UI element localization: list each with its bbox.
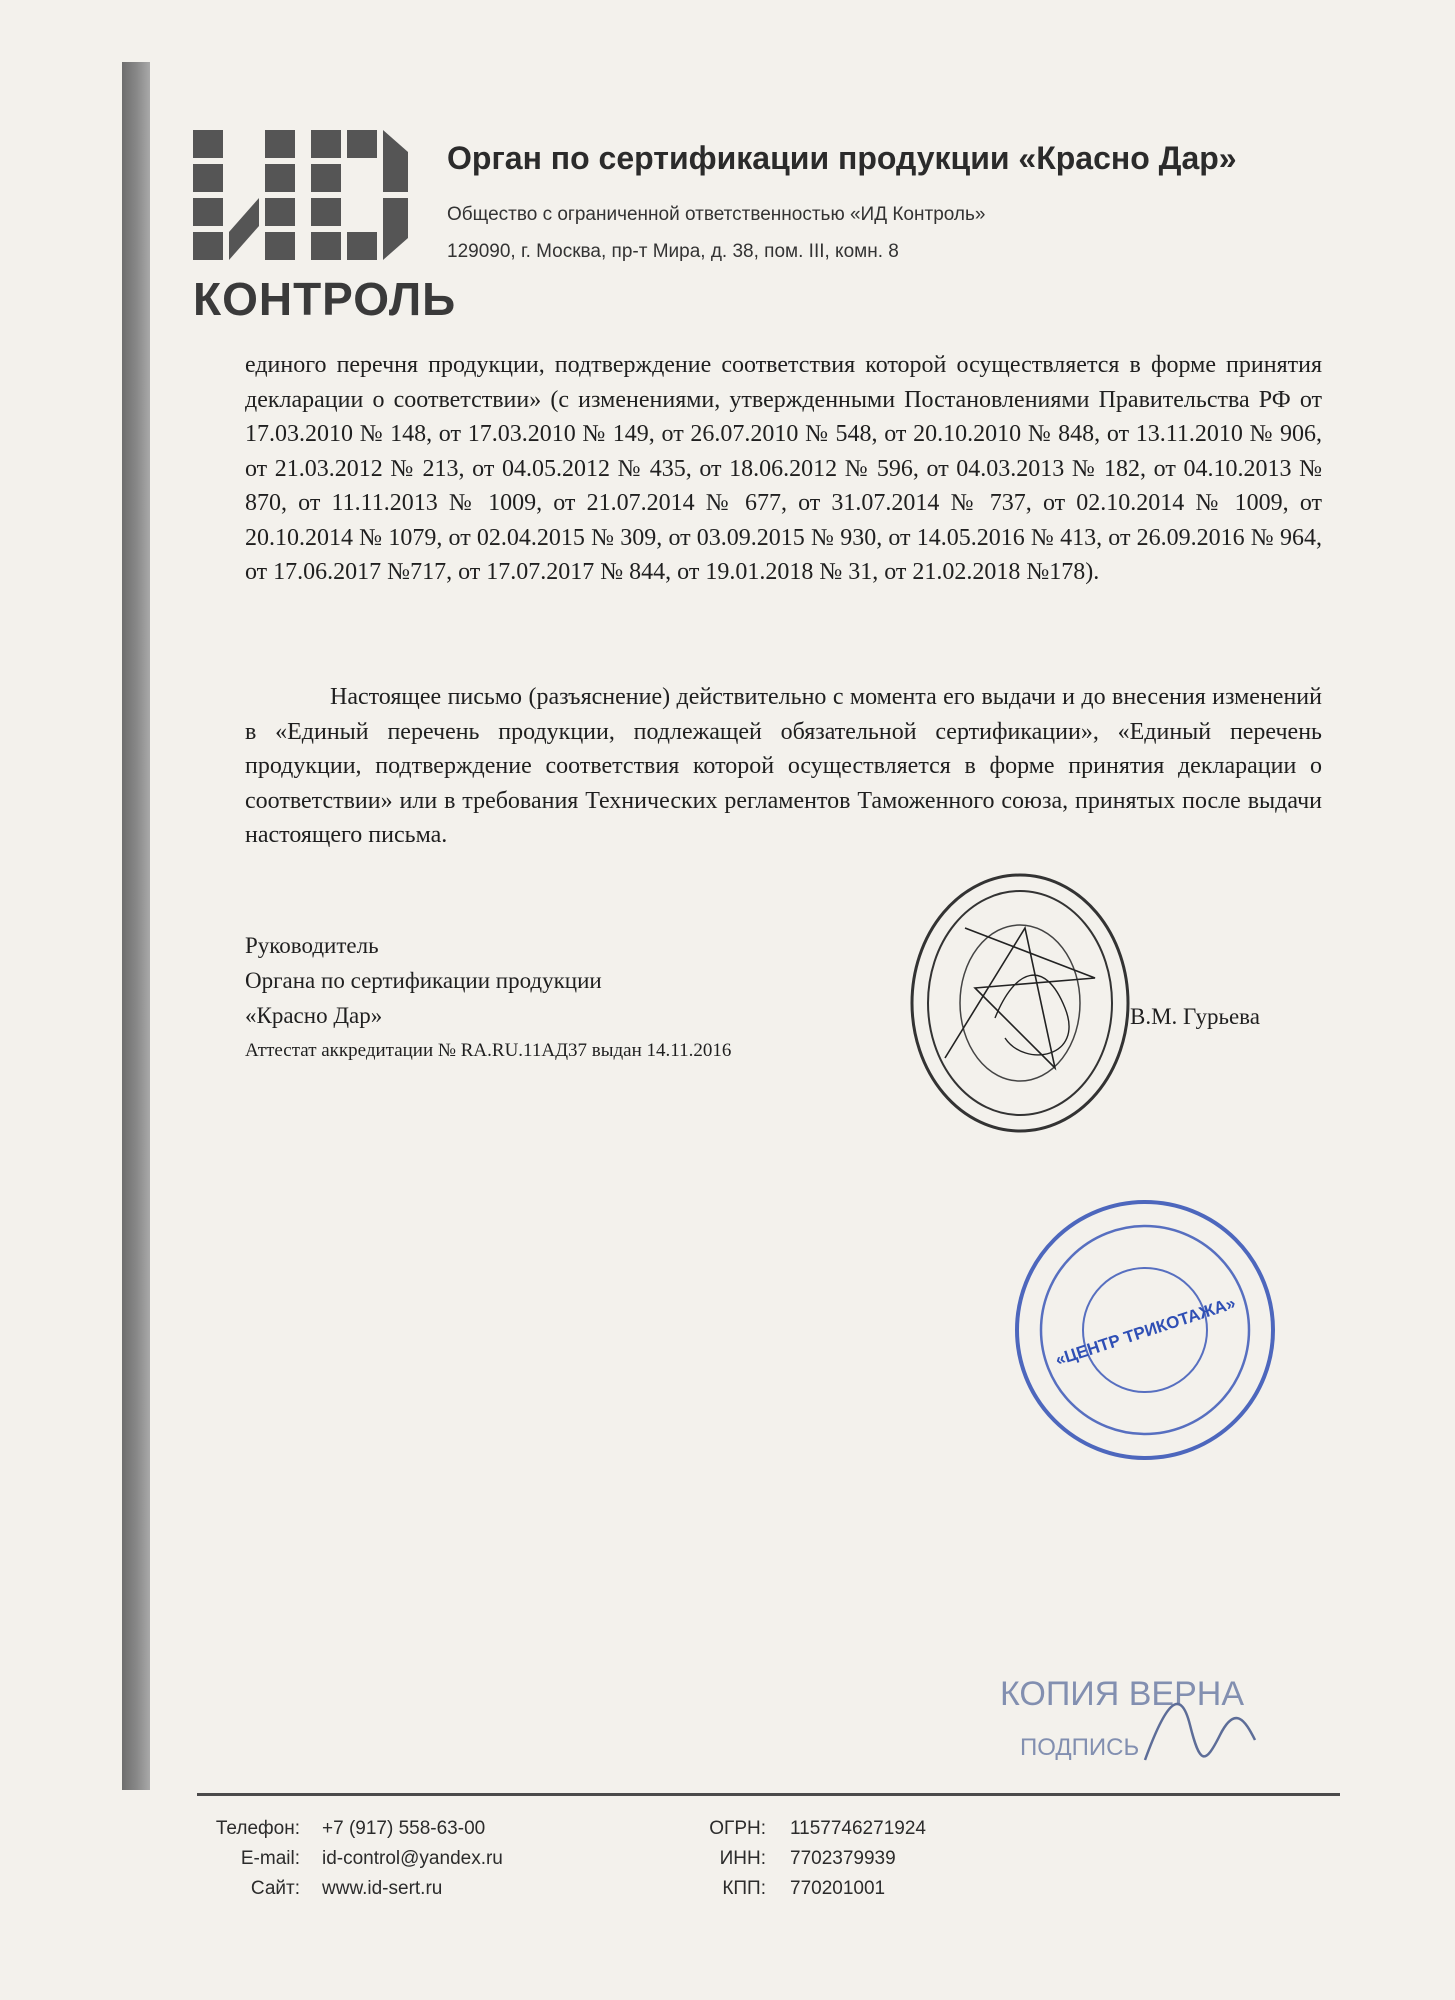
ogrn-value: 1157746271924 — [790, 1818, 926, 1839]
inn-label: ИНН: — [719, 1848, 766, 1869]
logo-wordmark: КОНТРОЛЬ — [193, 273, 457, 325]
footer-divider — [197, 1793, 1340, 1796]
footer-contacts — [190, 1818, 590, 1908]
kpp-value: 770201001 — [790, 1878, 886, 1899]
org-address: 129090, г. Москва, пр-т Мира, д. 38, пом. III, комн. 8 — [447, 241, 899, 262]
signer-name: В.М. Гурьева — [1130, 1004, 1260, 1029]
site-label: Сайт: — [250, 1878, 300, 1899]
org-title: Орган по сертификации продукции «Красно Дар» — [447, 140, 1237, 176]
signature-block — [245, 928, 731, 1068]
side-decorative-bar — [122, 62, 150, 1790]
inn-value: 7702379939 — [790, 1848, 896, 1869]
company-seal-label: «ЦЕНТР ТРИКОТАЖА» — [1053, 1293, 1238, 1370]
certification-seal — [905, 868, 1135, 1138]
site-value[interactable]: www.id-sert.ru — [322, 1878, 443, 1899]
copy-stamp-line-1: КОПИЯ ВЕРНА — [1000, 1675, 1245, 1713]
phone-value: +7 (917) 558-63-00 — [322, 1818, 486, 1839]
signer-org-name: «Красно Дар» — [245, 1003, 383, 1028]
ogrn-label: ОГРН: — [709, 1818, 766, 1839]
kpp-label: КПП: — [722, 1878, 766, 1899]
accreditation-line: Аттестат аккредитации № RA.RU.11АД37 выдан 14.11.2016 — [245, 1040, 732, 1061]
copy-verified-stamp — [990, 1665, 1290, 1775]
body-paragraph-1: единого перечня продукции, подтверждение соответствия которой осуществляется в форме принятия декларации о соответствии» (с изменениями, утвержденными Постановлениями Правительства РФ от 17.03.2010 № 148, от 17.03.2010 № 149, от 26.07.2010 № 548, от 20.10.2010 № 848, от 13.11.2010 № 906, от 21.03.2012 № 213, от 04.05.2012 № 435, от 18.06.2012 № 596, от 04.03.2013 № 182, от 04.10.2013 № 870, от 11.11.2013 № 1009, от 21.07.2014 № 677, от 31.07.2014 № 737, от 02.10.2014 № 1009, от 20.10.2014 № 1079, от 02.04.2015 № 309, от 03.09.2015 № 930, от 14.05.2016 № 413, от 26.09.2016 № 964, от 17.06.2017 №717, от 17.07.2017 № 844, от 19.01.2018 № 31, от 21.02.2018 №178). — [245, 352, 1322, 585]
email-label: E-mail: — [240, 1848, 300, 1869]
signer-org: Органа по сертификации продукции — [245, 968, 602, 993]
email-value[interactable]: id-control@yandex.ru — [322, 1848, 503, 1869]
company-seal — [1010, 1195, 1280, 1465]
copy-stamp-line-2: ПОДПИСЬ — [1020, 1734, 1140, 1761]
signer-role: Руководитель — [245, 933, 379, 958]
body-paragraph-2: Настоящее письмо (разъяснение) действительно с момента его выдачи и до внесения изменений в «Единый перечень продукции, подлежащей обязательной сертификации», «Единый перечень продукции, подтверждение соответствия которой осуществляется в форме принятия декларации о соответствии» или в требования Технических регламентов Таможенного союза, принятых после выдачи настоящего письма. — [245, 684, 1322, 848]
phone-label: Телефон: — [215, 1818, 300, 1839]
org-name: Общество с ограниченной ответственностью «ИД Контроль» — [447, 204, 986, 225]
footer-registration — [650, 1818, 1050, 1908]
